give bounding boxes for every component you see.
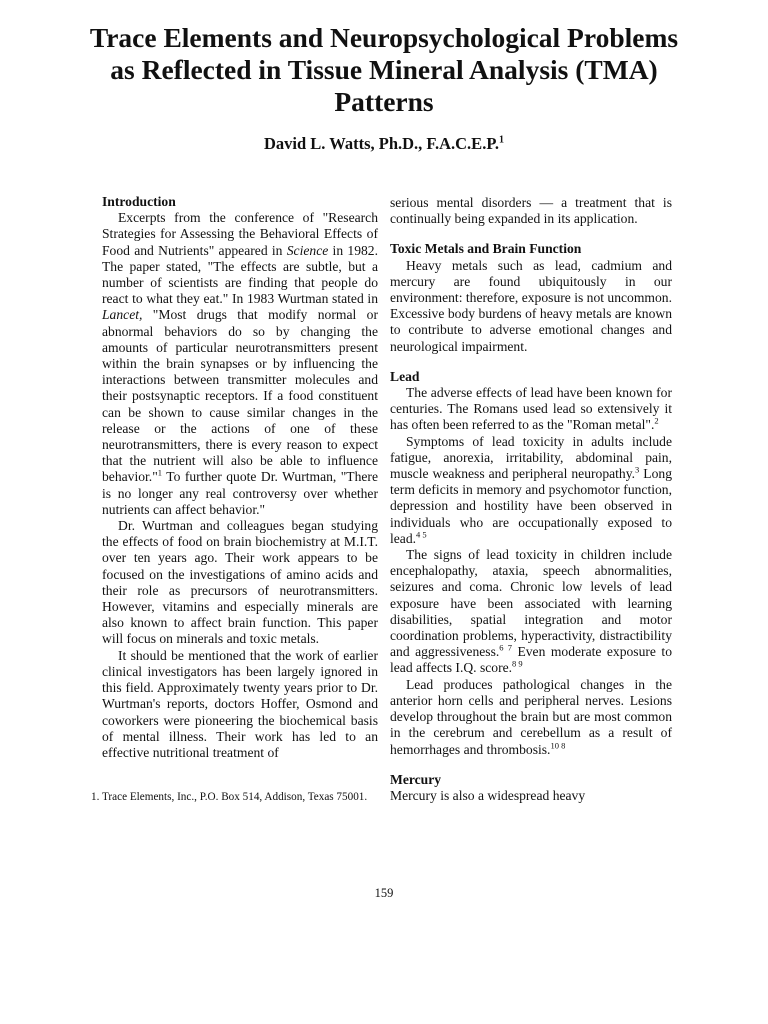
section-heading-lead: Lead [390,368,420,384]
reference-mark: 3 [635,464,640,475]
author-name: David L. Watts, Ph.D., F.A.C.E.P. [263,134,500,153]
text-run: Excerpts from the conference of "Research Strategies for Assessing the Behavioral Effects of Food and Nutrients" appeared in [102,210,378,258]
text-run: Symptoms of lead toxicity in adults include fatigue, anorexia, irritability, abdominal pain, muscle weakness and peripheral neuropathy. [390,433,672,482]
text-run: "Most drugs that modify normal or abnormal behaviors do so by changing the amounts of particular neurotransmitters present within the brain synapses or by influencing the interactions between transmitter molecules and their postsynaptic receptors. If a food constituent can be shown to cause similar changes in the release or the actions of one of these neurotransmitters, there is every reason to expect that the nutrient will also be able to influence behavior." [102,307,378,485]
author-footnote-ref: 1 [499,134,505,146]
affiliation-footnote: 1. Trace Elements, Inc., P.O. Box 514, Addison, Texas 75001. [91,791,368,803]
text-run: To further quote Dr. Wurtman, "There is no longer any real controversy over whether nutrients can affect behavior." [102,469,378,517]
text-run: The adverse effects of lead have been known for centuries. The Romans used lead so extensively it has often been referred to as the "Roman metal". [390,385,672,433]
continuation-paragraph: serious mental disorders — a treatment that is continually being expanded in its application. [390,195,672,227]
journal-science: Science [286,242,329,258]
section-heading-introduction: Introduction [102,194,176,209]
mercury-paragraph-1: Mercury is also a widespread heavy [390,787,586,803]
reference-mark: 8 9 [512,658,523,669]
section-heading-toxic-metals: Toxic Metals and Brain Function [390,241,582,257]
reference-mark: 10 8 [550,739,566,750]
intro-paragraph-2: Dr. Wurtman and colleagues began studying the effects of food on brain biochemistry at M.I.T. over ten years ago. Their work appears to be focused on the investigations of amino acids and their role as precursors of neurotransmitters. However, vitamins and especially minerals are also known to affect brain function. This paper will focus on minerals and toxic metals. [102,518,378,647]
reference-mark: 1 [157,467,163,478]
author-line [80,134,688,154]
page-number: 159 [374,886,394,900]
lead-paragraph-1 [390,385,672,434]
text-run: Long term deficits in memory and psychomotor function, depression and hostility have been observed in individuals who are occupationally exposed to lead. [390,466,673,546]
paper-title: Trace Elements and Neuropsychological Problems as Reflected in Tissue Mineral Analysis (TMA) Patterns [89,22,679,117]
lead-paragraph-2 [390,434,672,547]
lead-paragraph-4 [390,677,672,758]
text-run: Even moderate exposure to lead affects I.Q. score. [390,644,672,676]
text-run: The signs of lead toxicity in children include encephalopathy, ataxia, speech abnormalities, seizures and coma. Chronic low levels of lead exposure have been associated with learning disabilities, spatial integration and motor coordination problems, hyperactivity, distractibility and aggressiveness. [390,547,672,660]
right-column [390,195,672,804]
text-run: Lead produces pathological changes in the anterior horn cells and peripheral nerves. Lesions develop throughout the brain but are most common in the cerebrum and cerebellum as a result of hemorrhages and thrombosis. [390,676,672,757]
reference-mark: 2 [654,415,659,426]
journal-lancet: Lancet, [102,307,143,323]
intro-paragraph-1 [102,210,378,518]
text-run: in 1982. The paper stated, "The effects are subtle, but a number of scientists are finding that people do react to what they eat." In 1983 Wurtman stated in [102,242,378,307]
section-heading-mercury: Mercury [390,771,442,787]
intro-paragraph-3: It should be mentioned that the work of earlier clinical investigators has been largely ignored in this field. Approximately twenty years prior to Dr. Wurtman's reports, doctors Hoffer, Osmond and coworkers were pioneering the biochemical basis of mental illness. Their work has led to an effective nutritional treatment of [102,647,378,760]
lead-paragraph-3 [390,547,672,677]
toxic-paragraph-1: Heavy metals such as lead, cadmium and mercury are found ubiquitously in our environment: therefore, exposure is not uncommon. Excessive body burdens of heavy metals are known to contribute to adverse emotional changes and neurological impairment. [390,257,672,354]
reference-mark: 6 7 [499,642,512,653]
left-column [102,194,378,761]
reference-mark: 4 5 [416,529,427,540]
